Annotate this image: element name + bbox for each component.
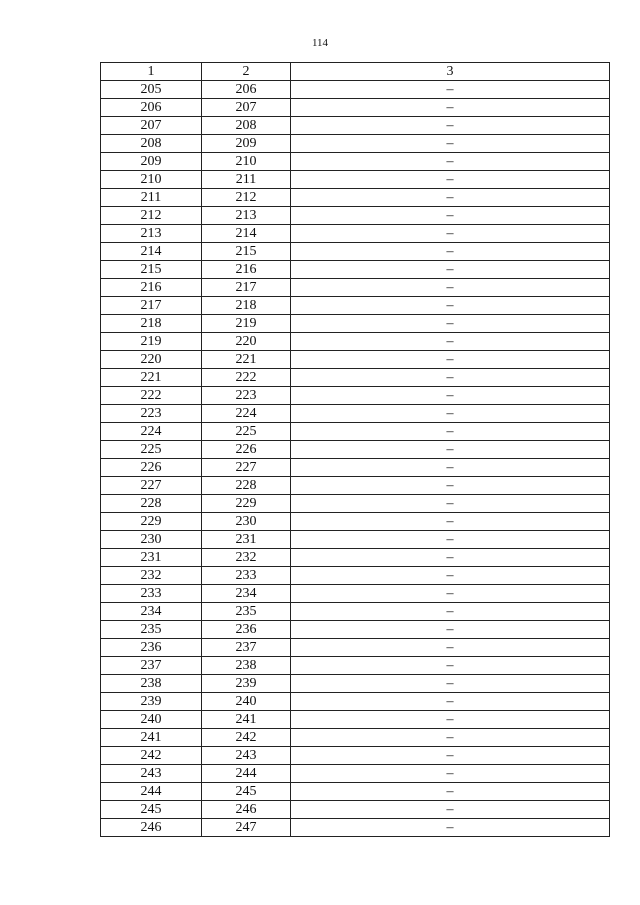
table-cell-col-2: 216 <box>202 261 291 279</box>
table-cell-col-2: 229 <box>202 495 291 513</box>
table-row <box>101 81 610 99</box>
table-cell-col-1: 219 <box>101 333 202 351</box>
table-row <box>101 585 610 603</box>
header-row <box>101 63 610 81</box>
table-cell-col-1: 207 <box>101 117 202 135</box>
table-cell-col-2: 206 <box>202 81 291 99</box>
table-cell-col-3: – <box>291 819 610 837</box>
table-cell-col-1: 244 <box>101 783 202 801</box>
table-cell-col-1: 233 <box>101 585 202 603</box>
table-cell-col-2: 209 <box>202 135 291 153</box>
table-cell-col-1: 245 <box>101 801 202 819</box>
table-cell-col-3: – <box>291 423 610 441</box>
table-row <box>101 351 610 369</box>
table-row <box>101 441 610 459</box>
table-cell-col-1: 241 <box>101 729 202 747</box>
table-cell-col-2: 240 <box>202 693 291 711</box>
table-row <box>101 135 610 153</box>
table-row <box>101 333 610 351</box>
table-row <box>101 819 610 837</box>
table-cell-col-1: 240 <box>101 711 202 729</box>
table-cell-col-3: – <box>291 135 610 153</box>
table-cell-col-2: 219 <box>202 315 291 333</box>
table-cell-col-3: – <box>291 99 610 117</box>
table-body <box>101 81 610 837</box>
table-cell-col-1: 242 <box>101 747 202 765</box>
table-cell-col-2: 212 <box>202 189 291 207</box>
table-cell-col-2: 218 <box>202 297 291 315</box>
table-row <box>101 801 610 819</box>
table-row <box>101 279 610 297</box>
page-number: 114 <box>311 37 329 49</box>
table-row <box>101 639 610 657</box>
table-row <box>101 369 610 387</box>
table-cell-col-1: 238 <box>101 675 202 693</box>
column-header-3: 3 <box>291 63 610 81</box>
table-cell-col-2: 217 <box>202 279 291 297</box>
table-cell-col-2: 238 <box>202 657 291 675</box>
table-cell-col-3: – <box>291 639 610 657</box>
table-row <box>101 567 610 585</box>
column-header-2: 2 <box>202 63 291 81</box>
table-cell-col-3: – <box>291 387 610 405</box>
table-cell-col-3: – <box>291 405 610 423</box>
table-row <box>101 477 610 495</box>
table-cell-col-3: – <box>291 369 610 387</box>
table-cell-col-2: 222 <box>202 369 291 387</box>
table-row <box>101 117 610 135</box>
table-row <box>101 513 610 531</box>
table-cell-col-2: 210 <box>202 153 291 171</box>
table-cell-col-1: 206 <box>101 99 202 117</box>
table-cell-col-2: 234 <box>202 585 291 603</box>
table-cell-col-1: 215 <box>101 261 202 279</box>
table-row <box>101 315 610 333</box>
table-cell-col-1: 229 <box>101 513 202 531</box>
table-cell-col-2: 245 <box>202 783 291 801</box>
table-cell-col-1: 223 <box>101 405 202 423</box>
table-row <box>101 171 610 189</box>
table-cell-col-2: 221 <box>202 351 291 369</box>
table-cell-col-1: 209 <box>101 153 202 171</box>
table-cell-col-3: – <box>291 783 610 801</box>
table-cell-col-2: 235 <box>202 603 291 621</box>
table-row <box>101 405 610 423</box>
table-cell-col-3: – <box>291 117 610 135</box>
table-cell-col-2: 214 <box>202 225 291 243</box>
table-cell-col-1: 218 <box>101 315 202 333</box>
table-cell-col-1: 224 <box>101 423 202 441</box>
table-cell-col-1: 243 <box>101 765 202 783</box>
table-cell-col-1: 230 <box>101 531 202 549</box>
table-cell-col-3: – <box>291 693 610 711</box>
table-cell-col-3: – <box>291 189 610 207</box>
table-row <box>101 189 610 207</box>
table-cell-col-3: – <box>291 765 610 783</box>
table-cell-col-2: 231 <box>202 531 291 549</box>
table-cell-col-2: 247 <box>202 819 291 837</box>
table-row <box>101 675 610 693</box>
table-cell-col-2: 244 <box>202 765 291 783</box>
table-cell-col-3: – <box>291 495 610 513</box>
table-cell-col-1: 211 <box>101 189 202 207</box>
table-cell-col-1: 225 <box>101 441 202 459</box>
table-cell-col-3: – <box>291 801 610 819</box>
table-cell-col-3: – <box>291 477 610 495</box>
table-cell-col-3: – <box>291 513 610 531</box>
table-cell-col-3: – <box>291 729 610 747</box>
table-cell-col-3: – <box>291 171 610 189</box>
table-row <box>101 603 610 621</box>
table-cell-col-1: 216 <box>101 279 202 297</box>
table-cell-col-2: 239 <box>202 675 291 693</box>
table-row <box>101 531 610 549</box>
table-cell-col-2: 215 <box>202 243 291 261</box>
table-row <box>101 765 610 783</box>
table-cell-col-1: 210 <box>101 171 202 189</box>
table-cell-col-2: 243 <box>202 747 291 765</box>
table-cell-col-2: 224 <box>202 405 291 423</box>
table-cell-col-1: 220 <box>101 351 202 369</box>
table-cell-col-1: 222 <box>101 387 202 405</box>
table-cell-col-2: 223 <box>202 387 291 405</box>
table-cell-col-1: 235 <box>101 621 202 639</box>
table-cell-col-3: – <box>291 81 610 99</box>
data-table <box>100 62 610 837</box>
table-cell-col-3: – <box>291 747 610 765</box>
table-cell-col-3: – <box>291 207 610 225</box>
table-row <box>101 729 610 747</box>
table-row <box>101 243 610 261</box>
table-cell-col-3: – <box>291 531 610 549</box>
table-cell-col-2: 242 <box>202 729 291 747</box>
table-cell-col-3: – <box>291 459 610 477</box>
table-cell-col-2: 230 <box>202 513 291 531</box>
table-cell-col-1: 234 <box>101 603 202 621</box>
table-row <box>101 387 610 405</box>
table-row <box>101 621 610 639</box>
table-cell-col-1: 227 <box>101 477 202 495</box>
table-cell-col-3: – <box>291 711 610 729</box>
table-cell-col-2: 211 <box>202 171 291 189</box>
table-cell-col-1: 214 <box>101 243 202 261</box>
table-cell-col-3: – <box>291 549 610 567</box>
table-cell-col-3: – <box>291 153 610 171</box>
table-cell-col-1: 212 <box>101 207 202 225</box>
column-header-1: 1 <box>101 63 202 81</box>
table-cell-col-2: 228 <box>202 477 291 495</box>
table-row <box>101 783 610 801</box>
table-cell-col-2: 236 <box>202 621 291 639</box>
table-cell-col-1: 213 <box>101 225 202 243</box>
table-cell-col-3: – <box>291 225 610 243</box>
table-cell-col-1: 226 <box>101 459 202 477</box>
table-cell-col-3: – <box>291 351 610 369</box>
table-cell-col-2: 233 <box>202 567 291 585</box>
table-row <box>101 261 610 279</box>
table-cell-col-2: 232 <box>202 549 291 567</box>
table-cell-col-3: – <box>291 243 610 261</box>
table-cell-col-2: 213 <box>202 207 291 225</box>
table-cell-col-3: – <box>291 567 610 585</box>
table-cell-col-2: 225 <box>202 423 291 441</box>
table-cell-col-2: 226 <box>202 441 291 459</box>
table-cell-col-1: 246 <box>101 819 202 837</box>
table-cell-col-1: 208 <box>101 135 202 153</box>
table-cell-col-3: – <box>291 297 610 315</box>
table-row <box>101 711 610 729</box>
table-row <box>101 207 610 225</box>
table-cell-col-3: – <box>291 657 610 675</box>
table-cell-col-2: 241 <box>202 711 291 729</box>
table-row <box>101 657 610 675</box>
table-row <box>101 99 610 117</box>
table-cell-col-1: 236 <box>101 639 202 657</box>
table-cell-col-1: 221 <box>101 369 202 387</box>
table-row <box>101 225 610 243</box>
table-cell-col-1: 205 <box>101 81 202 99</box>
table-row <box>101 747 610 765</box>
table-cell-col-2: 220 <box>202 333 291 351</box>
table-cell-col-3: – <box>291 279 610 297</box>
table-cell-col-2: 237 <box>202 639 291 657</box>
table-cell-col-3: – <box>291 675 610 693</box>
table-cell-col-2: 208 <box>202 117 291 135</box>
table-row <box>101 459 610 477</box>
table-row <box>101 693 610 711</box>
table-cell-col-2: 227 <box>202 459 291 477</box>
table-cell-col-2: 246 <box>202 801 291 819</box>
table-cell-col-1: 232 <box>101 567 202 585</box>
table-cell-col-1: 228 <box>101 495 202 513</box>
table-cell-col-3: – <box>291 315 610 333</box>
table-cell-col-3: – <box>291 261 610 279</box>
table-cell-col-3: – <box>291 585 610 603</box>
table-cell-col-1: 217 <box>101 297 202 315</box>
table-row <box>101 495 610 513</box>
table-cell-col-3: – <box>291 333 610 351</box>
table-cell-col-3: – <box>291 603 610 621</box>
table-cell-col-1: 231 <box>101 549 202 567</box>
table-cell-col-1: 237 <box>101 657 202 675</box>
table-row <box>101 423 610 441</box>
table-cell-col-1: 239 <box>101 693 202 711</box>
table-cell-col-2: 207 <box>202 99 291 117</box>
table-row <box>101 153 610 171</box>
table-cell-col-3: – <box>291 621 610 639</box>
table-cell-col-3: – <box>291 441 610 459</box>
table-row <box>101 297 610 315</box>
table-row <box>101 549 610 567</box>
